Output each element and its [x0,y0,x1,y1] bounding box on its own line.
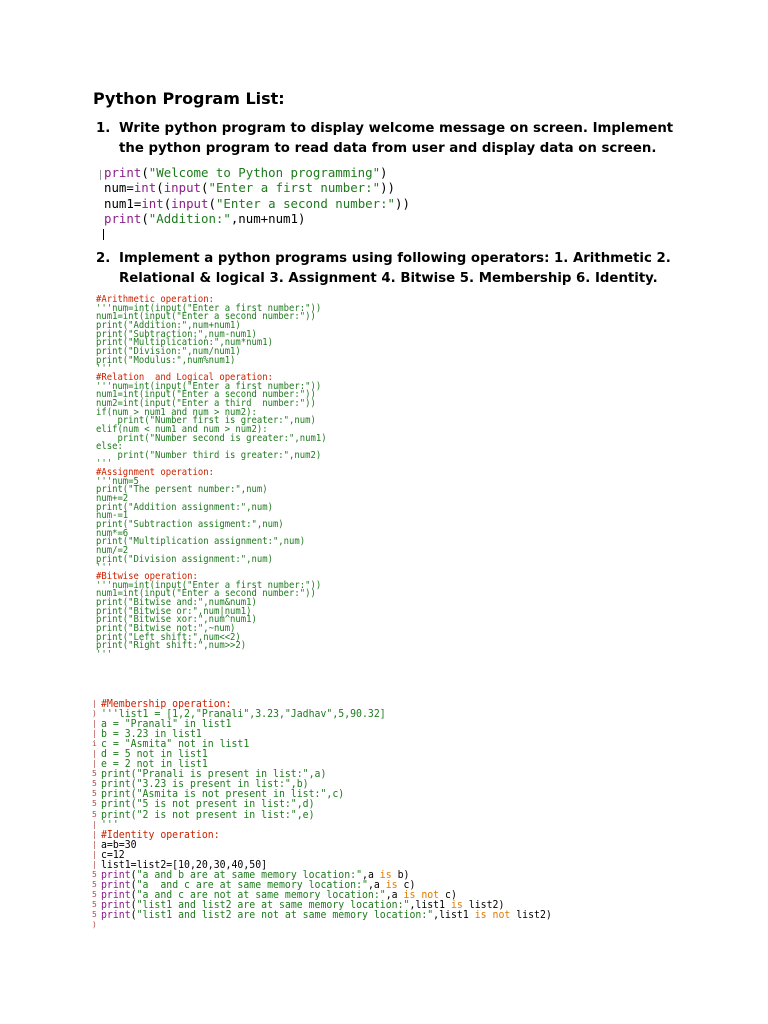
code-token: c = "Asmita" not in list1 [101,738,250,751]
code-token: print("5 is not present in list:",d) [101,798,315,811]
code-line [96,521,327,530]
code-token: '''num=5 [96,475,139,487]
gutter-mark: 5 [92,769,97,779]
page-title: Python Program List: [93,89,285,108]
code-token: num= [104,180,134,196]
question-1-number: 1. [96,121,111,136]
code-token: print("Division:",num/num1) [96,345,241,357]
code-line [96,449,327,461]
code-token: ''' [96,458,113,470]
code-token: print [101,898,131,911]
code-token: print("Number second is greater:",num1) [96,432,327,444]
code-token: ,a [385,888,404,901]
code-token: ( [141,210,149,226]
text-cursor [103,229,104,240]
code-token: "Welcome to Python programming" [148,165,381,180]
code-line [96,486,327,495]
code-token: #Relation and Logical operation: [96,371,273,383]
code-token: num2=int(input("Enter a third number:")) [96,397,316,409]
code-token: #Assignment operation: [96,467,214,479]
question-2-text: Implement a python programs using following operators: 1. Arithmetic 2. Relational & logical 3. Assignment 4. Bitwise 5. Membership 6. Identity. [119,251,671,286]
code-token: "Enter a first number:" [208,180,381,196]
code-line [96,501,327,513]
code-token: ''' [96,363,113,375]
code-token: input [163,180,202,196]
code-token: ,a [367,878,386,891]
code-token: ,num+num1) [230,210,306,226]
code-token: ( [130,908,137,921]
code-line [101,830,552,840]
code-token: print("2 is not present in list:",e) [101,808,315,821]
code-token: print("Right shift:",num>>2) [96,640,247,652]
code-block-welcome [104,165,410,226]
code-token: print("Division assignment:",num) [96,553,273,565]
gutter-mark: | [92,759,97,769]
gutter-mark: 5 [92,809,97,819]
code-token: "Addition:" [148,210,231,226]
gutter-mark: i [92,739,97,749]
code-token: is not [403,888,440,901]
code-token: ( [156,180,164,196]
code-line [101,910,552,920]
gutter-mark: 5 [92,799,97,809]
code-line [96,553,327,565]
code-token: ''' [101,818,119,831]
code-token: print("Left shift:",num<<2) [96,631,241,643]
code-token: '''list1 = [1,2,"Pranali",3.23,"Jadhav",5,90.32] [101,708,386,721]
code-token: ,a [362,868,380,881]
code-token: num*=6 [96,527,129,539]
code-line [101,810,552,820]
code-token: is [385,878,398,891]
code-line [96,432,327,444]
code-token: print("Modulus:",num%num1) [96,354,236,366]
code-block-operators [96,296,327,660]
code-token: print("Number third is greater:",num2) [96,449,322,461]
gutter-mark: | [92,749,97,759]
code-token: ) [380,165,388,180]
code-token: "Enter a second number:" [215,195,395,211]
code-token: ( [208,195,216,211]
code-token: #Membership operation: [101,698,232,710]
code-token: num1=int(input("Enter a second number:")) [96,588,316,600]
code-token: ,list1 [409,898,451,911]
code-token: ( [163,195,172,211]
code-token: b = 3.23 in list1 [101,728,202,741]
question-2-number: 2. [96,251,111,266]
code-token: print("Multiplication:",num*num1) [96,337,273,349]
code-token: print("Bitwise xor:",num^num1) [96,614,257,626]
gutter-mark: | [92,699,97,708]
code-token: c) [397,878,416,891]
code-token: ( [130,878,137,891]
gutter-mark: 5 [92,909,97,919]
code-token: )) [395,195,410,211]
gutter-mark: 5 [92,879,97,889]
gutter-mark: | [92,849,97,859]
code-token: num+=2 [96,493,129,505]
gutter-mark: | [92,839,97,849]
code-token: print [101,908,131,921]
code-token: print("Addition assignment:",num) [96,501,273,513]
code-line [101,840,552,850]
code-line [104,165,410,180]
code-line [96,354,327,366]
code-token: c=12 [101,848,125,861]
code-token: print [101,878,131,891]
code-token: d = 5 not in list1 [101,748,208,761]
gutter-mark: | [92,829,97,839]
code-token: print [104,165,142,180]
code-token: print("Multiplication assignment:",num) [96,536,306,548]
code-token: is [450,898,463,911]
code-token: input [171,195,209,211]
code-token: num1=int(input("Enter a second number:")) [96,311,316,323]
code-token: print [101,868,131,881]
code-token: print("Bitwise or:",num|num1) [96,605,252,617]
code-block-membership-identity [101,699,552,920]
code-line [104,180,410,195]
code-token: print("Subtraction:",num-num1) [96,328,257,340]
gutter-mark: 5 [92,889,97,899]
code-token: print("Addition:",num+num1) [96,319,241,331]
code-token: ( [130,898,137,911]
code-token: else: [96,441,123,453]
code-token: print("Number first is greater:",num) [96,415,316,427]
code-token: ( [130,888,137,901]
code-token: print("Subtraction assigment:",num) [96,519,284,531]
code-token: print("Bitwise not:",~num) [96,622,236,634]
code-token: print [101,888,131,901]
code-token: a=b=30 [101,838,137,851]
code-token: "a and b are at same memory location:" [136,868,363,881]
code-token: "a and c are at same memory location:" [136,878,368,891]
gutter-mark: | [92,719,97,729]
code-line [96,648,327,660]
code-token: #Arithmetic operation: [96,294,214,305]
code-line [104,196,410,211]
code-token: num-=1 [96,510,129,522]
code-token: int [141,195,164,211]
code-token: e = 2 not in list1 [101,758,208,771]
code-token: print("The persent number:",num) [96,484,268,496]
gutter-mark: | [92,729,97,739]
code-token: print("Asmita is not present in list:",c) [101,788,345,801]
code-token: ( [201,180,209,196]
code-token: "a and c are not at same memory location:" [136,888,386,901]
gutter-mark: 5 [92,789,97,799]
gutter-mark: | [92,859,97,869]
code-token: b) [391,868,410,881]
code-token: if(num > num1 and num > num2): [96,406,257,418]
code-token: print("Bitwise and:",num&num1) [96,596,257,608]
code-token: c) [439,888,457,901]
editor-gutter [92,699,96,930]
code-token: int [133,180,157,196]
code-line [104,211,410,226]
code-token: ( [130,868,137,881]
code-token: ( [141,165,149,180]
code-token: a = "Pranali" in list1 [101,718,232,731]
code-token: ,list1 [433,908,475,921]
code-token: list2) [510,908,552,921]
code-token: ''' [96,648,113,660]
code-line [96,642,327,651]
code-token: #Bitwise operation: [96,571,198,582]
code-token: print("Pranali is present in list:",a) [101,768,327,781]
editor-margin-mark [100,170,101,180]
gutter-mark: 5 [92,899,97,909]
code-token: "list1 and list2 are at same memory location:" [136,898,410,911]
code-token: "list1 and list2 are not at same memory location:" [136,908,434,921]
gutter-mark: ) [92,709,97,719]
code-token: )) [380,180,395,196]
gutter-mark: 5 [92,779,97,789]
code-token: num1= [104,195,142,211]
code-token: num1=int(input("Enter a second number:")) [96,389,316,401]
code-token: '''num=int(input("Enter a first number:")) [96,302,322,314]
question-1-text: Write python program to display welcome message on screen. Implement the python program to read data from user and display data on screen. [119,121,674,156]
code-token: #Identity operation: [101,828,220,841]
code-token: '''num=int(input("Enter a first number:")) [96,579,322,591]
code-token: print [104,210,142,226]
code-token: print("3.23 is present in list:",b) [101,778,309,791]
code-token: ''' [96,562,113,574]
gutter-mark: | [92,819,97,829]
code-token: list2) [462,898,505,911]
code-token: elif(num < num1 and num > num2): [96,423,268,435]
code-token: num/=2 [96,545,129,557]
gutter-mark: 5 [92,869,97,879]
code-token: '''num=int(input("Enter a first number:")) [96,380,322,392]
code-token: is not [474,908,511,921]
code-line [96,538,327,547]
gutter-mark: ) [92,920,97,930]
code-token: list1=list2=[10,20,30,40,50] [101,858,268,871]
code-token: is [379,868,392,881]
